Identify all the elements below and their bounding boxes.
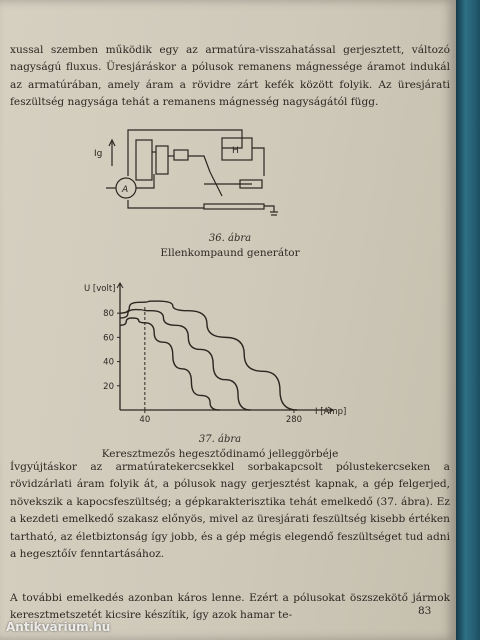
paragraph-3: A további emelkedés azonban káros lenne. Ezért a pólusokat öszszekötő jármok keresztmetszetét kicsire készítik, így azok hamar te- xyxy=(10,592,450,622)
figure-37-chart xyxy=(80,282,347,432)
wire-bottom xyxy=(128,200,204,208)
book-cover-edge xyxy=(456,0,480,640)
figure-36-circuit-diagram xyxy=(92,126,292,226)
paragraph-2: Ívgyújtáskor az armatúratekercsekkel sorbakapcsolt pólustekercseken a rövidzárlati áram folyik át, a pólusok nagy gerjesztést kapnak, a gép felgerjed, növekszik a kapocsfeszültség; a gépkarakterisztika tehát emelkedő (37. ábra). Ez a kezdeti emelkedő szakasz előnyös, mivel az üresjárati feszültség kisebb értéken tartható, az életbiztonság így jobb, és a gép mégis elegendő feszültséget tud adni a hegesztőív fenntartásához. xyxy=(10,461,450,561)
figure-36-title: Ellenkompaund generátor xyxy=(160,247,300,259)
label-ig: Ig xyxy=(94,149,103,159)
y-tick-label: 60 xyxy=(103,333,114,344)
figure-37-caption xyxy=(70,433,370,461)
figure-37-number: 37. ábra xyxy=(198,434,242,445)
x-tick-label: 40 xyxy=(139,415,151,425)
field-winding-2 xyxy=(156,146,168,174)
y-tick-label: 20 xyxy=(103,381,114,392)
y-axis-label: U [volt] xyxy=(84,284,116,294)
figure-36-number: 36. ábra xyxy=(208,233,252,244)
field-winding-1 xyxy=(136,140,152,180)
series-line-2 xyxy=(120,310,250,410)
series-line-3 xyxy=(120,301,297,410)
series-winding xyxy=(174,150,188,160)
figure-37-title: Keresztmezős hegesztődinamó jelleggörbéje xyxy=(101,448,339,460)
paragraph-1: xussal szemben működik egy az armatúra-visszahatással gerjesztett, változó nagyságú fluxus. Üresjáráskor a pólusok remanens mágnessége áramot indukál az armatúrában, amely áram a rövidre zárt kefék között folyik. Az üresjárati feszültség nagysága tehát a remanens mágnesség nagyságától függ. xyxy=(10,44,450,109)
watermark-logo: Antikvárium.hu xyxy=(6,620,111,634)
figure-36-caption xyxy=(80,232,380,260)
y-tick-label: 80 xyxy=(103,309,114,320)
label-rectifier: H xyxy=(232,146,239,156)
x-axis-label: I [Amp] xyxy=(315,407,347,417)
series-line-1 xyxy=(120,318,219,410)
y-tick-label: 40 xyxy=(103,357,114,368)
page-number: 83 xyxy=(418,605,432,617)
label-armature: A xyxy=(122,185,129,195)
x-tick-label: 280 xyxy=(285,415,303,425)
wire-top xyxy=(128,130,242,148)
workpiece xyxy=(204,204,264,209)
